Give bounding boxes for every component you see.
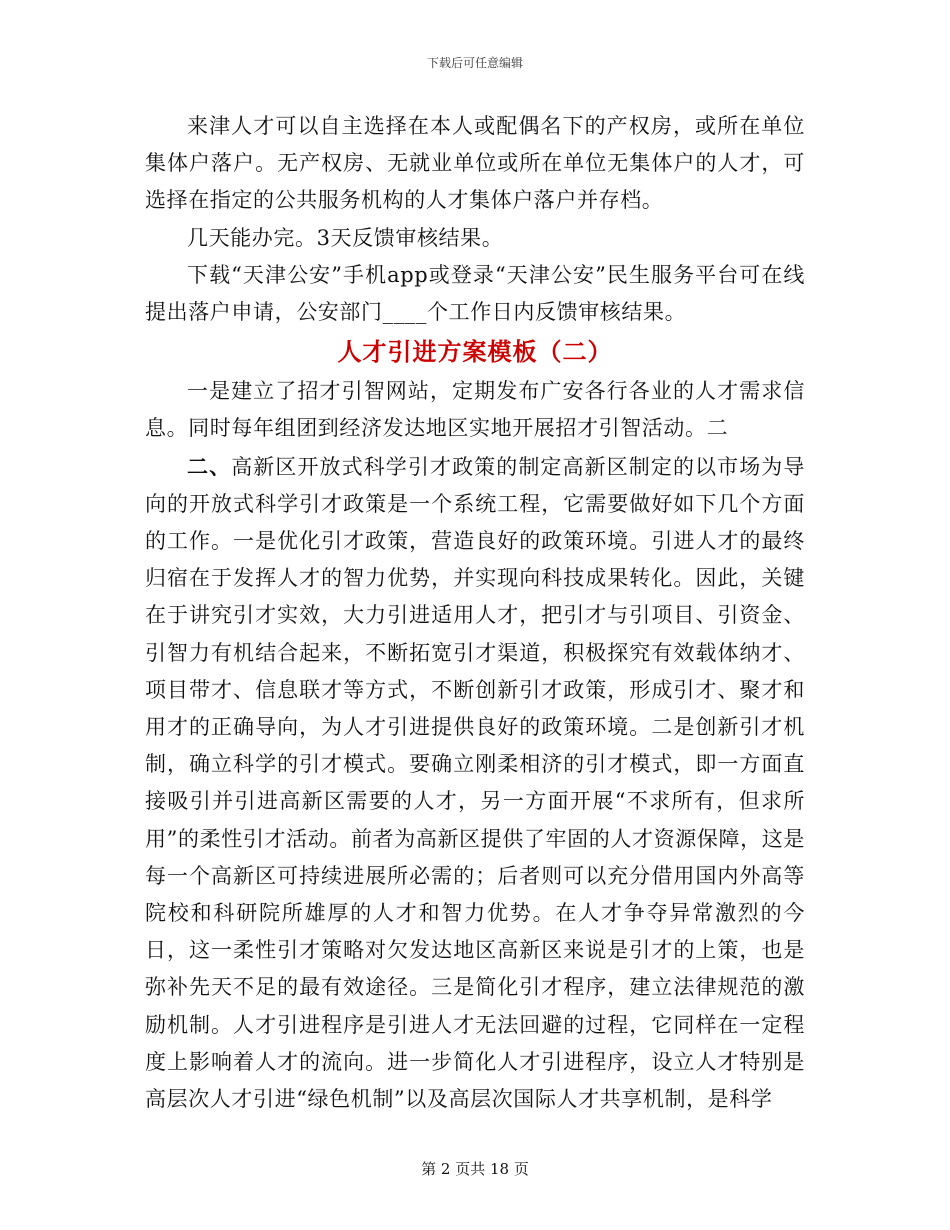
- paragraph-lead-number: 二、: [187, 453, 232, 479]
- paragraph-policy-body: 高新区开放式科学引才政策的制定高新区制定的以市场为导向的开放式科学引才政策是一个系统工程，它需要做好如下几个方面的工作。一是优化引才政策，营造良好的政策环境。引进人才的最终归宿在于发挥人才的智力优势，并实现向科技成果转化。因此，关键在于讲究引才实效，大力引进适用人才，把引才与引项目、引资金、引智力有机结合起来，不断拓宽引才渠道，积极探究有效载体纳才、项目带才、信息联才等方式，不断创新引才政策，形成引才、聚才和用才的正确导向，为人才引进提供良好的政策环境。二是创新引才机制，确立科学的引才模式。要确立刚柔相济的引才模式，即一方面直接吸引并引进高新区需要的人才，另一方面开展“不求所有，但求所用”的柔性引才活动。前者为高新区提供了牢固的人才资源保障，这是每一个高新区可持续进展所必需的；后者则可以充分借用国内外高等院校和科研院所雄厚的人才和智力优势。在人才争夺异常激烈的今日，这一柔性引才策略对欠发达地区高新区来说是引才的上策，也是弥补先天不足的最有效途径。三是简化引才程序，建立法律规范的激励机制。人才引进程序是引进人才无法回避的过程，它同样在一定程度上影响着人才的流向。进一步简化人才引进程序，设立人才特别是高层次人才引进“绿色机制”以及高层次国际人才共享机制，是科学: [145, 454, 805, 1112]
- page-header: 下载后可任意编辑: [426, 56, 523, 70]
- page-number: 第 2 页共 18 页: [421, 1160, 529, 1178]
- document-body: [145, 108, 805, 1118]
- paragraph-online-application: 下载“天津公安”手机app或登录“天津公安”民生服务平台可在线提出落户申请，公安部门____个工作日内反馈审核结果。: [145, 262, 805, 325]
- paragraph-processing-time: 几天能办完。3天反馈审核结果。: [187, 225, 504, 250]
- paragraph-recruitment-website: 一是建立了招才引智网站，定期发布广安各行各业的人才需求信息。同时每年组团到经济发达地区实地开展招才引智活动。二: [145, 379, 805, 441]
- paragraph-settle-options: 来津人才可以自主选择在本人或配偶名下的产权房，或所在单位集体户落户。无产权房、无就业单位或所在单位无集体户的人才，可选择在指定的公共服务机构的人才集体户落户并存档。: [145, 114, 805, 213]
- section-title: 人才引进方案模板（二）: [337, 338, 613, 367]
- paragraph-policy-formulation: [145, 448, 805, 1119]
